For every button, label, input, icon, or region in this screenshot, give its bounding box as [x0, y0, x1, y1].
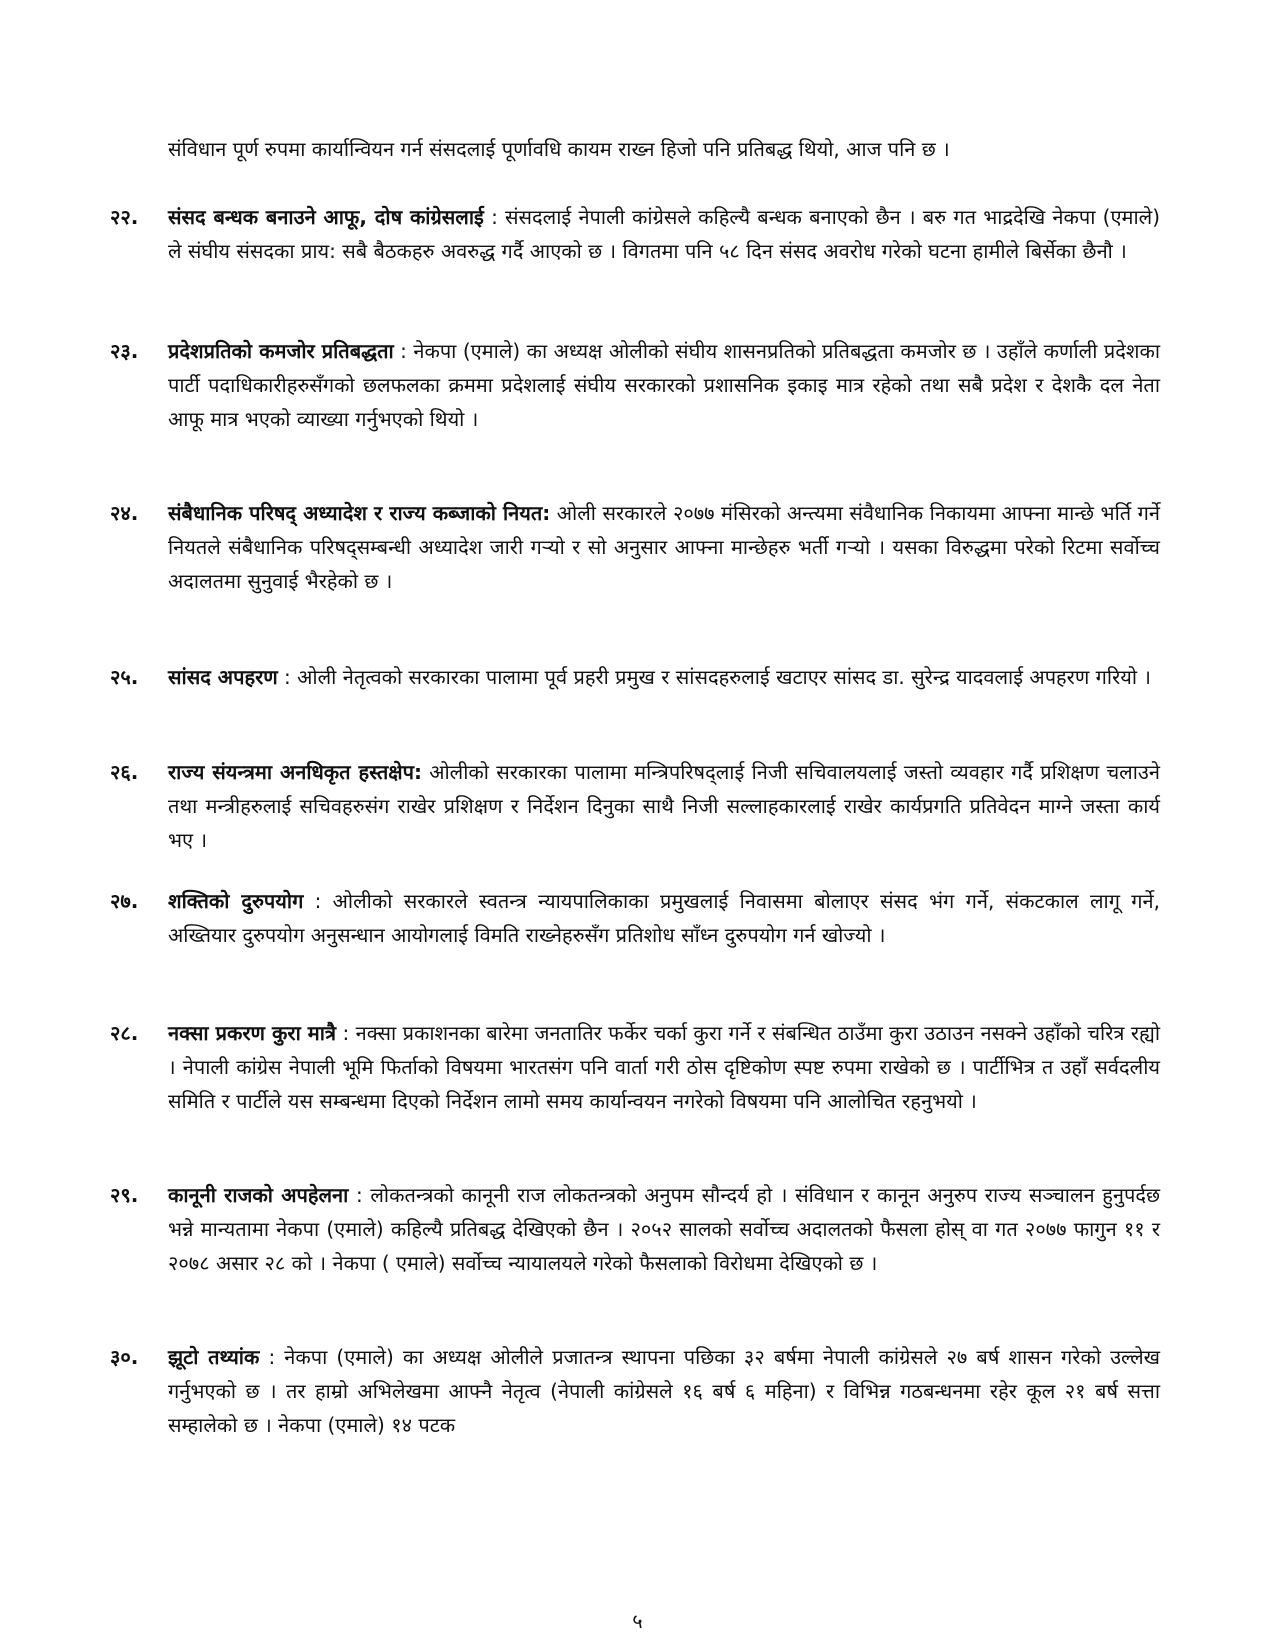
item-body [168, 1178, 1160, 1280]
item-text: : नेकपा (एमाले) का अध्यक्ष ओलीको संघीय शासनप्रतिको प्रतिबद्धता कमजोर छ । उहाँले कर्णाली प्रदेशका पार्टी पदाधिकारीहरुसँगको छलफलका क्रममा प्रदेशलाई संघीय सरकारको प्रशासनिक इकाइ मात्र रहेको तथा सबै प्रदेश र देशकै दल नेता आफू मात्र भएको व्याख्या गर्नुभएको थियो । [168, 339, 1160, 431]
list-item-29 [110, 1178, 1160, 1280]
item-number: २४. [110, 501, 139, 525]
item-text: ओली सरकारले २०७७ मंसिरको अन्त्यमा संवैधानिक निकायमा आफ्ना मान्छे भर्ति गर्ने नियतले संबैधानिक परिषद्सम्बन्धी अध्यादेश जारी गऱ्यो र सो अनुसार आफ्ना मान्छेहरु भर्ती गऱ्यो । यसका विरुद्धमा परेको रिटमा सर्वोच्च अदालतमा सुनुवाई भैरहेको छ । [168, 501, 1160, 593]
item-text: : नक्सा प्रकाशनका बारेमा जनतातिर फर्केर चर्का कुरा गर्ने र संबन्धित ठाउँमा कुरा उठाउन नसक्ने उहाँको चरित्र रह्यो । नेपाली कांग्रेस नेपाली भूमि फिर्ताको विषयमा भारतसंग पनि वार्ता गरी ठोस दृष्टिकोण स्पष्ट रुपमा राखेको छ । पार्टीभित्र त उहाँ सर्वदलीय समिति र पार्टीले यस सम्बन्धमा दिएको निर्देशन लामो समय कार्यान्वयन नगरेको विषयमा पनि आलोचित रहनुभयो । [168, 1021, 1160, 1113]
item-body [168, 1340, 1160, 1442]
item-text: : ओलीको सरकारले स्वतन्त्र न्यायपालिकाका प्रमुखलाई निवासमा बोलाएर संसद भंग गर्ने, संकटकाल लागू गर्ने, अख्तियार दुरुपयोग अनुसन्धान आयोगलाई विमति राख्नेहरुसँग प्रतिशोध साँध्न दुरुपयोग गर्न खोज्यो । [168, 889, 1160, 947]
item-text: ओलीको सरकारका पालामा मन्त्रिपरिषद्लाई निजी सचिवालयलाई जस्तो व्यवहार गर्दै प्रशिक्षण चलाउने तथा मन्त्रीहरुलाई सचिवहरुसंग राखेर प्रशिक्षण र निर्देशन दिनुका साथै निजी सल्लाहकारलाई राखेर कार्यप्रगति प्रतिवेदन माग्ने जस्ता कार्य भए । [168, 760, 1160, 852]
item-number: २२. [110, 205, 139, 229]
item-number: २३. [110, 339, 139, 363]
item-text: : नेकपा (एमाले) का अध्यक्ष ओलीले प्रजातन्त्र स्थापना पछिका ३२ बर्षमा नेपाली कांग्रेसले २७ बर्ष शासन गरेको उल्लेख गर्नुभएको छ । तर हाम्रो अभिलेखमा आफ्नै नेतृत्व (नेपाली कांग्रेसले १६ बर्ष ६ महिना) र विभिन्न गठबन्धनमा रहेर कूल २१ बर्ष सत्ता सम्हालेको छ । नेकपा (एमाले) १४ पटक [168, 1345, 1160, 1437]
item-heading: नक्सा प्रकरण कुरा मात्रै [168, 1021, 336, 1045]
item-heading: सांसद अपहरण [168, 665, 278, 689]
list-item-27 [110, 884, 1160, 952]
item-number: २५. [110, 665, 139, 689]
list-item-25 [110, 660, 1160, 694]
item-body [168, 1016, 1160, 1118]
item-number: २८. [110, 1021, 139, 1045]
item-body [168, 334, 1160, 436]
item-body [168, 755, 1160, 857]
item-body [168, 200, 1160, 268]
page-number: ५ [632, 1609, 643, 1633]
item-body [168, 496, 1160, 598]
item-body [168, 884, 1160, 952]
item-text: : संसदलाई नेपाली कांग्रेसले कहिल्यै बन्धक बनाएको छैन । बरु गत भाद्रदेखि नेकपा (एमाले) ले संघीय संसदका प्राय: सबै बैठकहरु अवरुद्ध गर्दै आएको छ । विगतमा पनि ५८ दिन संसद अवरोध गरेको घटना हामीले बिर्सेका छैनौ । [168, 205, 1161, 263]
item-number: २६. [110, 760, 139, 784]
item-heading: संसद बन्धक बनाउने आफू, दोष कांग्रेसलाई [168, 205, 484, 229]
item-number: २७. [110, 889, 139, 913]
item-number: ३०. [110, 1345, 139, 1369]
item-body [168, 660, 1160, 694]
item-heading: राज्य संयन्त्रमा अनधिकृत हस्तक्षेप: [168, 760, 422, 784]
list-item-28 [110, 1016, 1160, 1118]
item-text: : लोकतन्त्रको कानूनी राज लोकतन्त्रको अनुपम सौन्दर्य हो । संविधान र कानून अनुरुप राज्य सञ्चालन हुनुपर्दछ भन्ने मान्यतामा नेकपा (एमाले) कहिल्यै प्रतिबद्ध देखिएको छैन । २०५२ सालको सर्वोच्च अदालतको फैसला होस् वा गत २०७७ फागुन ११ र २०७८ असार २८ को । नेकपा ( एमाले) सर्वोच्च न्यायालयले गरेको फैसलाको विरोधमा देखिएको छ । [168, 1183, 1161, 1275]
list-item-30 [110, 1340, 1160, 1442]
item-heading: कानूनी राजको अपहेलना [168, 1183, 349, 1207]
list-item-24 [110, 496, 1160, 598]
item-heading: संबैधानिक परिषद् अध्यादेश र राज्य कब्जाको नियत: [168, 501, 551, 525]
list-item-26 [110, 755, 1160, 857]
item-number: २९. [110, 1183, 139, 1207]
item-heading: शक्तिको दुरुपयोग [168, 889, 304, 913]
item-heading: झूटो तथ्यांक [168, 1345, 260, 1369]
intro-paragraph: संविधान पूर्ण रुपमा कार्यान्वियन गर्न संसदलाई पूर्णावधि कायम राख्न हिजो पनि प्रतिबद्ध थियो, आज पनि छ । [168, 137, 950, 161]
item-heading: प्रदेशप्रतिको कमजोर प्रतिबद्धता [168, 339, 394, 363]
list-item-23 [110, 334, 1160, 436]
list-item-22 [110, 200, 1160, 268]
item-text: : ओली नेतृत्वको सरकारका पालामा पूर्व प्रहरी प्रमुख र सांसदहरुलाई खटाएर सांसद डा. सुरेन्द्र यादवलाई अपहरण गरियो । [277, 665, 1152, 689]
